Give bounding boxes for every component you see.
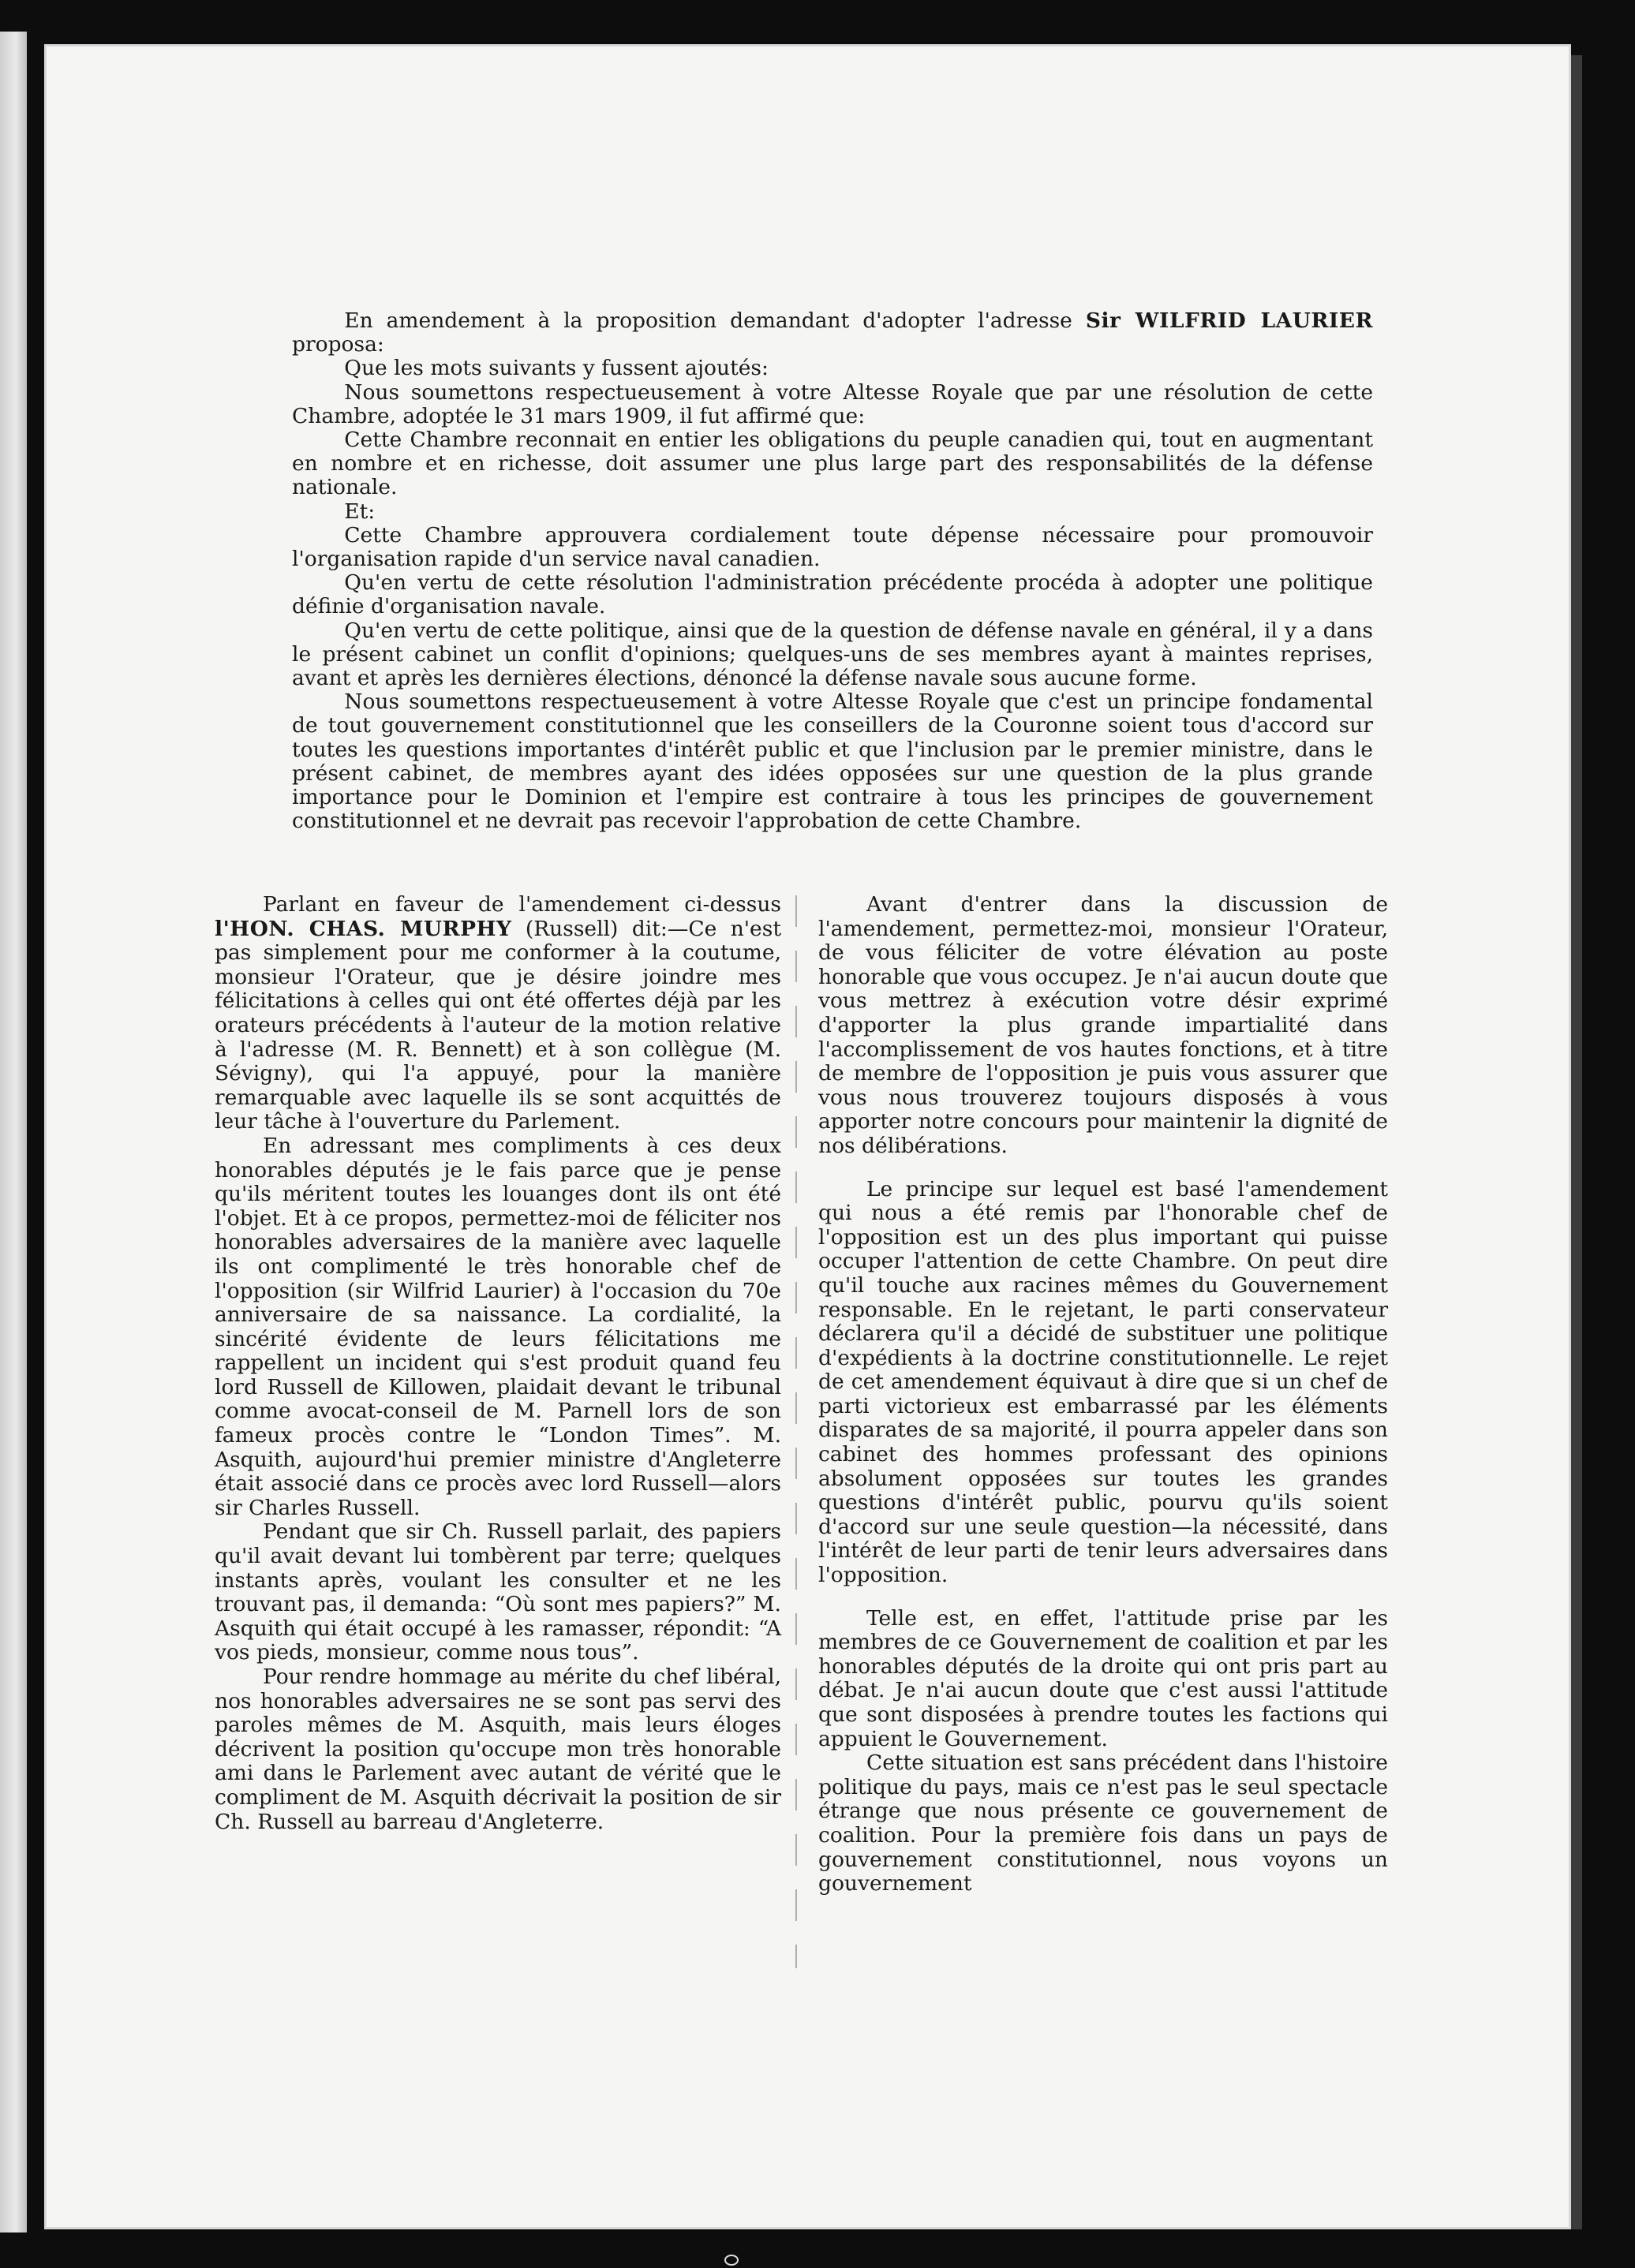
amendment-motion <box>292 309 1373 833</box>
motion-mover: Sir WILFRID LAURIER <box>1085 308 1373 333</box>
motion-line: Qu'en vertu de cette résolution l'administration précédente procéda à adopter une politique définie d'organisation navale. <box>292 570 1373 619</box>
speaker-name: l'HON. CHAS. MURPHY <box>215 916 512 941</box>
speech-opening-post: (Russell) dit:—Ce n'est pas simplement pour me conformer à la coutume, monsieur l'Orateur, que je désire joindre mes félicitations à celles qui ont été offertes déjà par les orateurs précédents à l'auteur de la motion relative à l'adresse (M. R. Bennett) et à son collègue (M. Sévigny), qui l'a appuyé, pour la manière remarquable avec laquelle ils se sont acquittés de leur tâche à l'ouverture du Parlement. <box>215 916 781 1134</box>
motion-intro-post: proposa: <box>292 332 384 357</box>
paragraph: Cette situation est sans précédent dans l'histoire politique du pays, mais ce n'est pas le seul spectacle étrange que nous présente ce gouvernement de coalition. Pour la première fois dans un pays de gouvernement constitutionnel, nous voyons un gouvernement <box>818 1751 1388 1896</box>
left-column <box>215 893 781 1834</box>
paragraph: Telle est, en effet, l'attitude prise par les membres de ce Gouvernement de coalition et par les honorables députés de la droite qui ont pris part au débat. Je n'ai aucun doute que c'est aussi l'attitude que sont disposées à prendre toutes les factions qui appuient le Gouvernement. <box>818 1605 1388 1751</box>
motion-line: Et: <box>344 499 376 524</box>
motion-intro <box>292 309 1373 357</box>
page-shadow <box>1571 55 1582 2229</box>
motion-line: Que les mots suivants y fussent ajoutés: <box>344 356 769 381</box>
paragraph: En adressant mes compliments à ces deux honorables députés je le fais parce que je pense qu'ils méritent toutes les louanges dont ils ont été l'objet. Et à ce propos, permettez-moi de féliciter nos honorables adversaires de la manière avec laquelle ils ont complimenté le très honorable chef de l'opposition (sir Wilfrid Laurier) à l'occasion du 70e anniversaire de sa naissance. La cordialité, la sincérité évidente de leurs félicitations me rappellent un incident qui s'est produit quand feu lord Russell de Killowen, plaidait devant le tribunal comme avocat-conseil de M. Parnell lors de son fameux procès contre le “London Times”. M. Asquith, aujourd'hui premier ministre d'Angleterre était associé dans ce procès avec lord Russell—alors sir Charles Russell. <box>215 1133 781 1520</box>
motion-line: Nous soumettons respectueusement à votre Altesse Royale que c'est un principe fondamental de tout gouvernement constitutionnel que les conseillers de la Couronne soient tous d'accord sur toutes les questions importantes d'intérêt public et que l'inclusion par le premier ministre, dans le présent cabinet, de membres ayant des idées opposées sur une question de la plus grande importance pour le Dominion et l'empire est contraire à tous les principes de gouvernement constitutionnel et ne devrait pas recevoir l'approbation de cette Chambre. <box>292 689 1373 834</box>
motion-line: Nous soumettons respectueusement à votre Altesse Royale que par une résolution de cette Chambre, adoptée le 31 mars 1909, il fut affirmé que: <box>292 379 1373 428</box>
column-divider <box>795 895 797 1968</box>
motion-line: Cette Chambre reconnait en entier les obligations du peuple canadien qui, tout en augmentant en nombre et en richesse, doit assumer une plus large part des responsabilités de la défense nationale. <box>292 428 1373 500</box>
speech-opening-pre: Parlant en faveur de l'amendement ci-dessus <box>262 892 781 917</box>
speech-opening <box>215 893 781 1134</box>
film-frame-mark <box>724 2255 739 2266</box>
paragraph: Avant d'entrer dans la discussion de l'amendement, permettez-moi, monsieur l'Orateur, de vous féliciter de votre élévation au poste honorable que vous occupez. Je n'ai aucun doute que vous mettrez à exécution votre désir exprimé d'apporter la plus grande impartialité dans l'accomplissement de vos hautes fonctions, et à titre de membre de l'opposition je puis vous assurer que vous nous trouverez toujours disposés à vous apporter notre concours pour maintenir la dignité de nos délibérations. <box>818 892 1388 1158</box>
motion-line: Cette Chambre approuvera cordialement toute dépense nécessaire pour promouvoir l'organisation rapide d'un service naval canadien. <box>292 522 1373 572</box>
paragraph: Pendant que sir Ch. Russell parlait, des papiers qu'il avait devant lui tombèrent par terre; quelques instants après, voulant les consulter et ne les trouvant pas, il demanda: “Où sont mes papiers?” M. Asquith qui était occupé à les ramasser, répondit: “A vos pieds, monsieur, comme nous tous”. <box>215 1519 781 1665</box>
motion-intro-pre: En amendement à la proposition demandant d'adopter l'adresse <box>344 308 1086 333</box>
right-column <box>818 893 1388 1896</box>
paragraph: Pour rendre hommage au mérite du chef libéral, nos honorables adversaires ne se sont pas servi des paroles mêmes de M. Asquith, mais leurs éloges décrivent la position qu'occupe mon très honorable ami dans le Parlement avec autant de vérité que le compliment de M. Asquith décrivait la position de sir Ch. Russell au barreau d'Angleterre. <box>215 1665 781 1834</box>
motion-line: Qu'en vertu de cette politique, ainsi que de la question de défense navale en général, il y a dans le présent cabinet un conflit d'opinions; quelques-uns de ses membres ayant à maintes reprises, avant et après les dernières élections, dénoncé la défense navale sous aucune forme. <box>292 618 1373 691</box>
paragraph: Le principe sur lequel est basé l'amendement qui nous a été remis par l'honorable chef de l'opposition est un des plus important qui puisse occuper l'attention de cette Chambre. On peut dire qu'il touche aux racines mêmes du Gouvernement responsable. En le rejetant, le parti conservateur déclarera qu'il a décidé de substituer une politique d'expédients à la doctrine constitutionnelle. Le rejet de cet amendement équivaut à dire que si un chef de parti victorieux est embarrassé par les éléments disparates de sa majorité, il pourra appeler dans son cabinet des hommes professant des opinions absolument opposées sur toutes les grandes questions d'intérêt public, pourvu qu'ils soient d'accord sur une seule question—la nécessité, dans l'intérêt de leur parti de tenir leurs adversaires dans l'opposition. <box>818 1176 1388 1588</box>
adjacent-page-edge <box>0 32 27 2233</box>
